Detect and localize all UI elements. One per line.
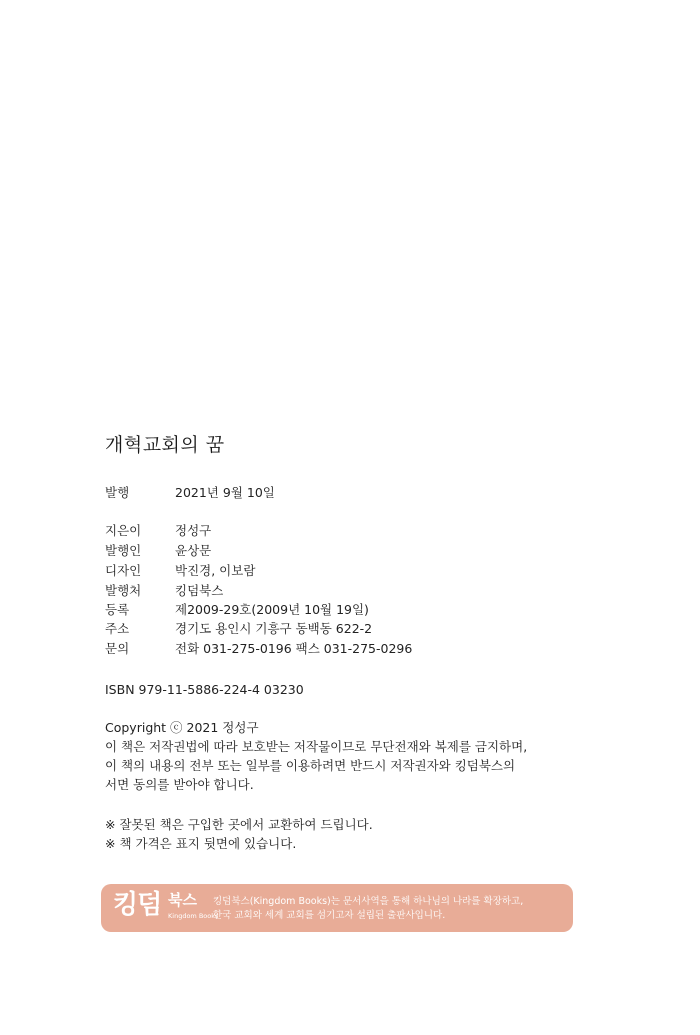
publisher-description-line: 킹덤북스(Kingdom Books)는 문서사역을 통해 하나님의 나라를 확장하고, (213, 896, 524, 907)
copyright-notice-line: 이 책은 저작권법에 따라 보호받는 저작물이므로 무단전재와 복제를 금지하며, (105, 739, 528, 754)
credit-label: 발행처 (105, 583, 142, 598)
credit-label: 문의 (105, 641, 130, 656)
copyright-notice-line: 서면 동의를 받아야 합니다. (105, 777, 254, 792)
credit-row-address (105, 621, 372, 637)
credit-row-contact (105, 641, 412, 657)
credit-value: 제2009-29호(2009년 10월 19일) (175, 602, 369, 617)
logo-wordmark-big: 킹덤 (113, 890, 162, 920)
credit-label: 디자인 (105, 563, 142, 578)
credit-row-publishing-house (105, 583, 223, 599)
kingdom-books-logo (113, 887, 219, 929)
credit-label: 주소 (105, 621, 130, 636)
credit-row-author (105, 523, 211, 539)
publication-date-row (105, 485, 275, 501)
credit-value: 정성구 (175, 523, 212, 538)
publisher-banner (101, 884, 573, 932)
logo-wordmark-small: 북스 (168, 891, 197, 909)
credit-label: 발행인 (105, 543, 142, 558)
price-note: ※ 책 가격은 표지 뒷면에 있습니다. (105, 836, 297, 851)
isbn: ISBN 979-11-5886-224-4 03230 (105, 682, 304, 697)
credit-row-publisher (105, 543, 211, 559)
book-title: 개혁교회의 꿈 (105, 434, 225, 456)
credit-value: 경기도 용인시 기흥구 동백동 622-2 (175, 621, 373, 636)
credit-label: 지은이 (105, 523, 142, 538)
credit-label: 등록 (105, 602, 130, 617)
publisher-description (213, 895, 523, 923)
exchange-note: ※ 잘못된 책은 구입한 곳에서 교환하여 드립니다. (105, 817, 373, 832)
credit-row-design (105, 563, 255, 579)
publication-label: 발행 (105, 485, 130, 500)
credit-value: 윤상문 (175, 543, 212, 558)
credit-value: 킹덤북스 (175, 583, 224, 598)
credit-value: 전화 031-275-0196 팩스 031-275-0296 (175, 641, 413, 656)
credit-value: 박진경, 이보람 (175, 563, 256, 578)
publisher-description-line: 한국 교회와 세계 교회를 섬기고자 설립된 출판사입니다. (213, 910, 446, 921)
copyright-line: Copyright ⓒ 2021 정성구 (105, 720, 259, 735)
copyright-notice-line: 이 책의 내용의 전부 또는 일부를 이용하려면 반드시 저작권자와 킹덤북스의 (105, 758, 516, 773)
credit-row-registration (105, 602, 369, 618)
logo-english-name: Kingdom Books (168, 912, 219, 920)
publication-value: 2021년 9월 10일 (175, 485, 275, 500)
